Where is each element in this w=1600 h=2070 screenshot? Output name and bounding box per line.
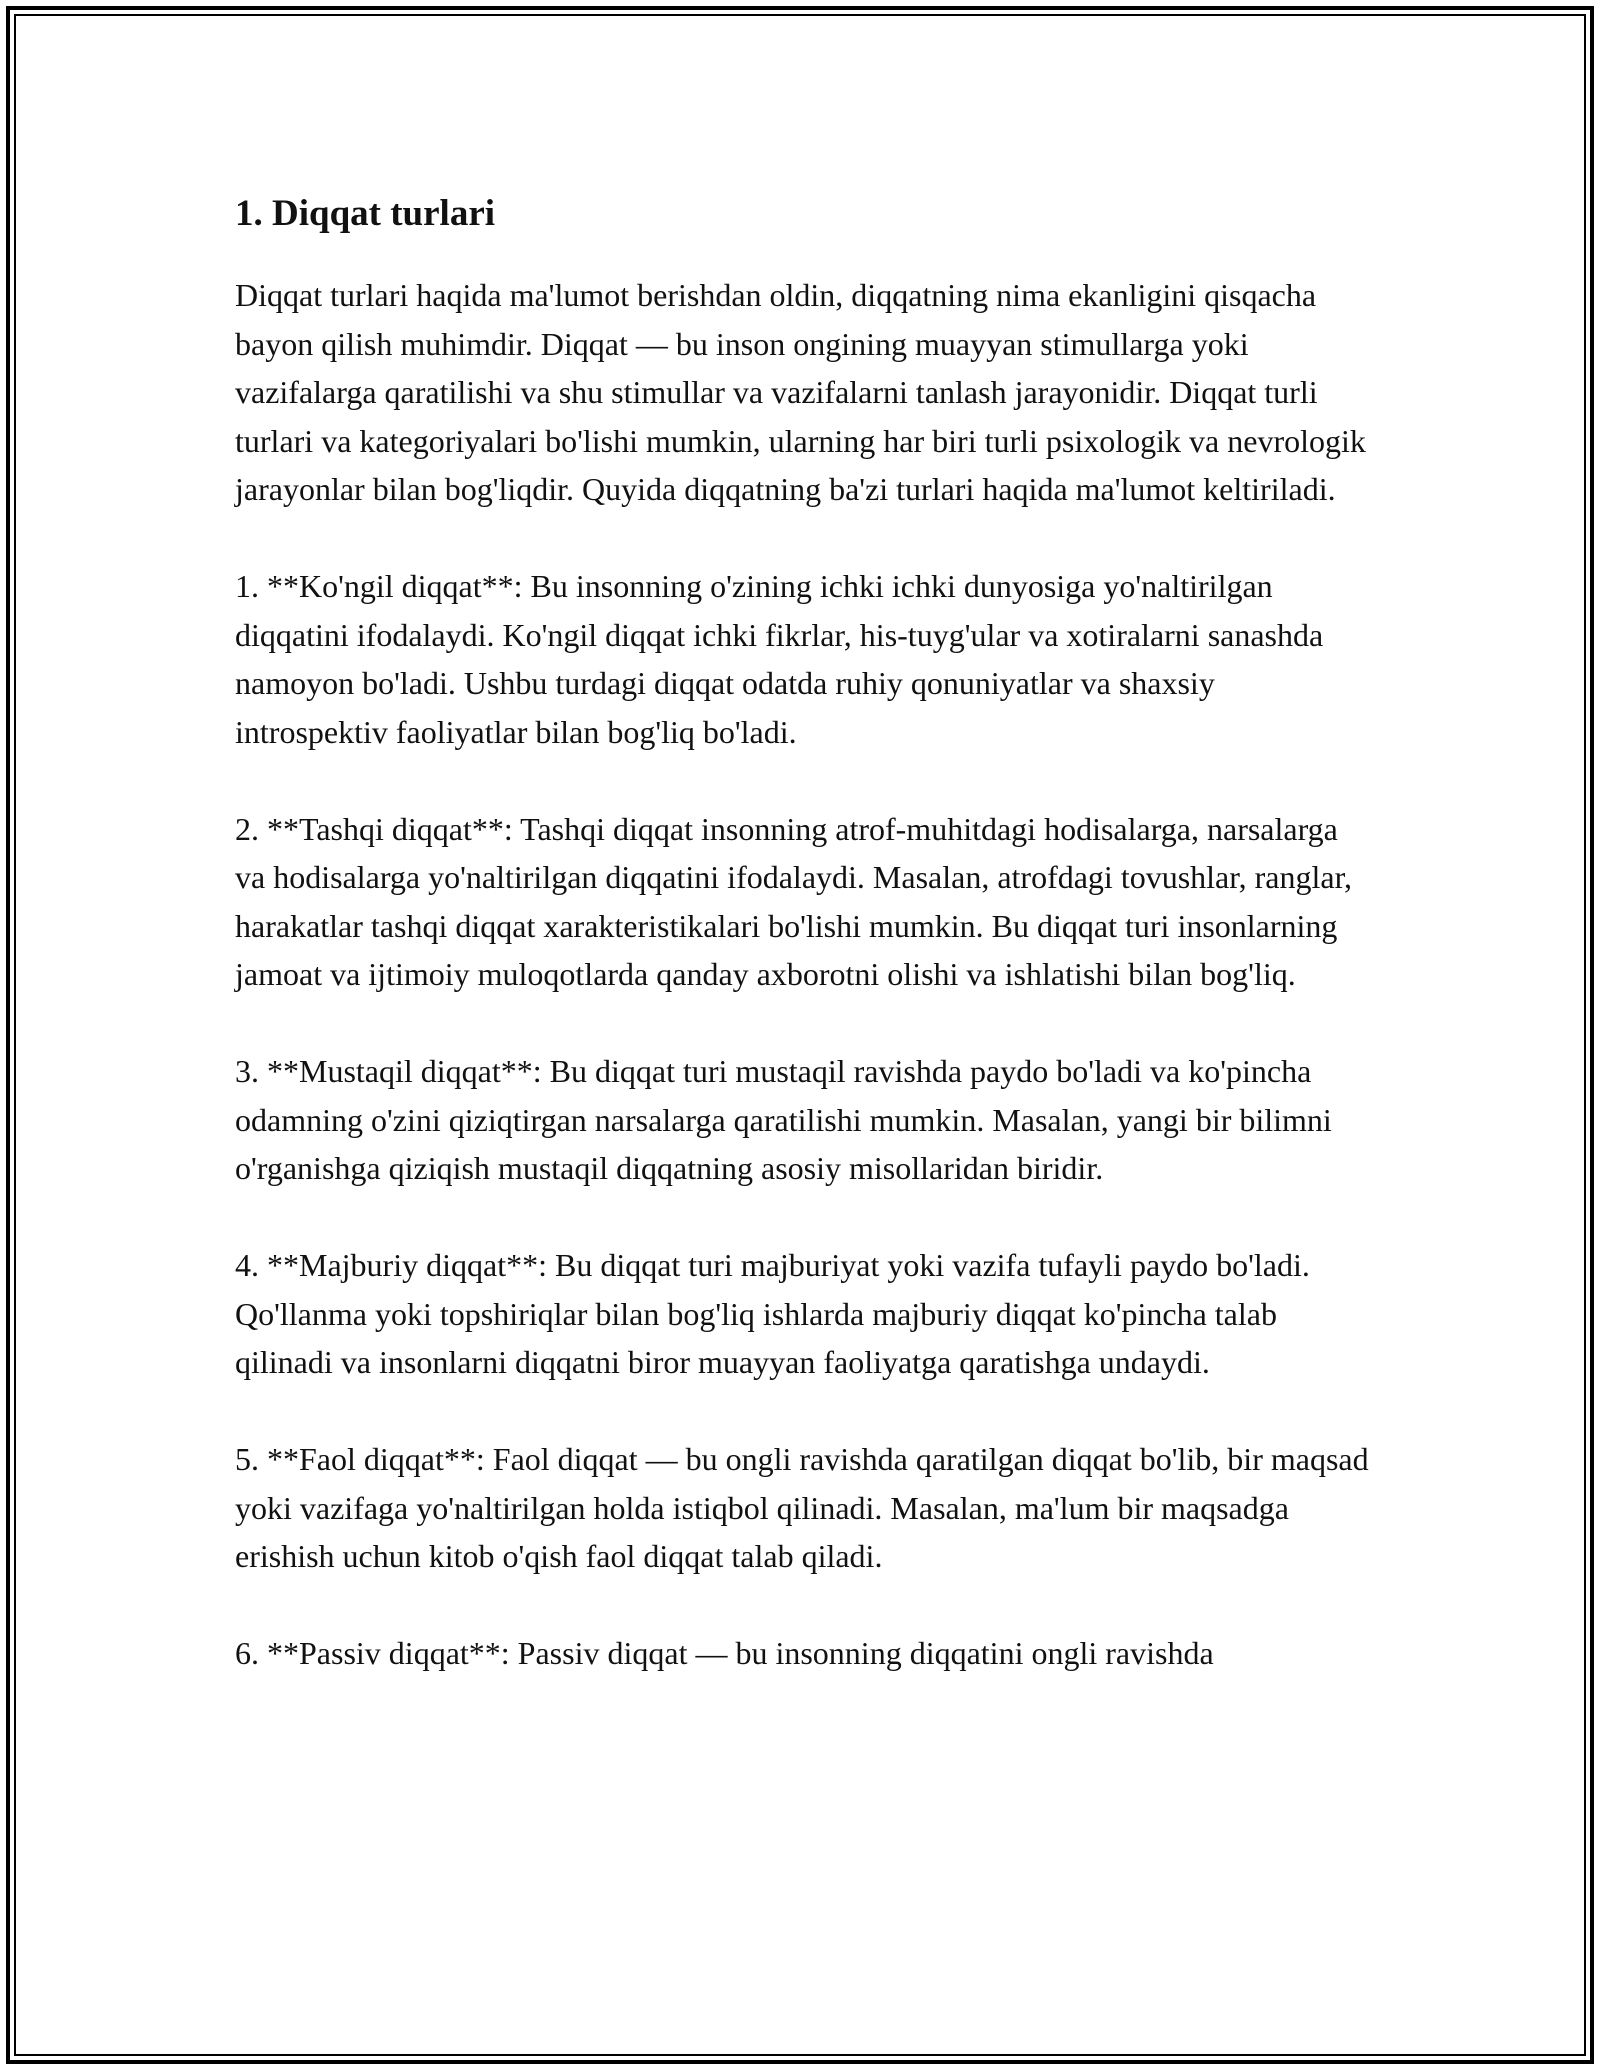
list-item-tashqi-diqqat: 2. **Tashqi diqqat**: Tashqi diqqat insonning atrof-muhitdagi hodisalarga, narsalarga va hodisalarga yo'naltirilgan diqqatini ifodalaydi. Masalan, atrofdagi tovushlar, ranglar, harakatlar tashqi diqqat xarakteristikalari bo'lishi mumkin. Bu diqqat turi insonlarning jamoat va ijtimoiy muloqotlarda qanday axborotni olishi va ishlatishi bilan bog'liq. [235, 810, 1352, 992]
intro-paragraph: Diqqat turlari haqida ma'lumot berishdan oldin, diqqatning nima ekanligini qisqacha bayon qilish muhimdir. Diqqat — bu inson ongining muayyan stimullarga yoki vazifalarga qaratilishi va shu stimullar va vazifalarni tanlash jarayonidir. Diqqat turli turlari va kategoriyalari bo'lishi mumkin, ularning har biri turli psixologik va nevrologik jarayonlar bilan bog'liqdir. Quyida diqqatning ba'zi turlari haqida ma'lumot keltiriladi. [235, 277, 1366, 507]
list-item-faol-diqqat: 5. **Faol diqqat**: Faol diqqat — bu ongli ravishda qaratilgan diqqat bo'lib, bir maqsad yoki vazifaga yo'naltirilgan holda istiqbol qilinadi. Masalan, ma'lum bir maqsadga erishish uchun kitob o'qish faol diqqat talab qiladi. [235, 1441, 1369, 1574]
list-item-mustaqil-diqqat: 3. **Mustaqil diqqat**: Bu diqqat turi mustaqil ravishda paydo bo'ladi va ko'pincha odamning o'zini qiziqtirgan narsalarga qaratilishi mumkin. Masalan, yangi bir bilimni o'rganishga qiziqish mustaqil diqqatning asosiy misollaridan biridir. [235, 1053, 1332, 1186]
list-item-passiv-diqqat: 6. **Passiv diqqat**: Passiv diqqat — bu insonning diqqatini ongli ravishda [235, 1635, 1214, 1671]
list-item-majburiy-diqqat: 4. **Majburiy diqqat**: Bu diqqat turi majburiyat yoki vazifa tufayli paydo bo'ladi. Qo'llanma yoki topshiriqlar bilan bog'liq ishlarda majburiy diqqat ko'pincha talab qilinadi va insonlarni diqqatni biror muayyan faoliyatga qaratishga undaydi. [235, 1247, 1310, 1380]
list-item-kongil-diqqat: 1. **Ko'ngil diqqat**: Bu insonning o'zining ichki ichki dunyosiga yo'naltirilgan diqqatini ifodalaydi. Ko'ngil diqqat ichki fikrlar, his-tuyg'ular va xotiralarni sanashda namoyon bo'ladi. Ushbu turdagi diqqat odatda ruhiy qonuniyatlar va shaxsiy introspektiv faoliyatlar bilan bog'liq bo'ladi. [235, 568, 1324, 750]
document-body [235, 188, 1375, 1726]
section-heading: 1. Diqqat turlari [235, 193, 496, 234]
